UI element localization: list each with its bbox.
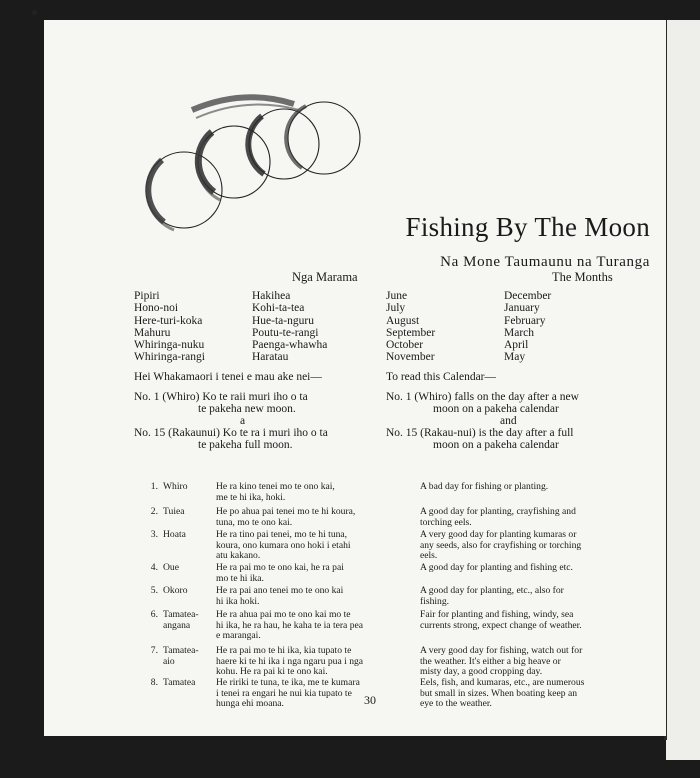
month-english: February	[504, 314, 546, 327]
month-english: October	[386, 339, 424, 352]
intro-english-and: and	[500, 415, 517, 427]
day-number: 8.	[150, 677, 158, 688]
page-title: Fishing By The Moon	[405, 212, 650, 242]
day-number: 4.	[150, 562, 158, 573]
day-english-text: A good day for planting, etc., also for fishing.	[420, 585, 564, 607]
scan-mark	[32, 10, 37, 15]
moon-circle-3	[248, 109, 319, 179]
day-maori-text: He ra pai mo te ono kai, he ra pai mo te hi ika.	[216, 562, 344, 584]
day-english-text: A very good day for planting kumaras or any seeds, also for crayfishing or torching eels.	[420, 529, 582, 562]
intro-maori-no1-line2: te pakeha new moon.	[198, 403, 296, 415]
months-english-col2	[504, 290, 551, 364]
day-name: Whiro	[163, 481, 188, 492]
page	[44, 20, 666, 736]
day-english-text: A very good day for fishing, watch out for the weather. It's either a big heave or misty day, a good cropping day.	[420, 645, 583, 678]
facing-page-edge	[666, 20, 700, 760]
day-maori-text: He ririki te tuna, te ika, me te kumara i tenei ra engari he nui kia tupato te hunga ehi moana.	[216, 677, 360, 710]
intro-english-heading: To read this Calendar—	[386, 371, 497, 383]
month-english: March	[504, 326, 535, 339]
month-english: August	[386, 314, 420, 327]
page-number: 30	[364, 693, 376, 707]
month-english: June	[386, 290, 408, 302]
month-english: May	[504, 351, 526, 364]
month-english: September	[386, 326, 436, 339]
page-subtitle: Na Mone Taumaunu na Turanga	[440, 254, 650, 270]
months-maori-col1	[134, 290, 205, 364]
month-english: April	[504, 339, 529, 352]
month-maori: Pipiri	[134, 290, 160, 302]
day-number: 6.	[150, 609, 158, 620]
months-english-col1	[386, 290, 435, 364]
day-maori-text: He ra pai ano tenei mo te ono kai hi ika hoki.	[216, 585, 344, 607]
month-maori: Here-turi-koka	[134, 314, 203, 327]
month-maori: Whiringa-nuku	[134, 339, 205, 352]
month-english: December	[504, 290, 552, 302]
day-name: Tamatea- angana	[163, 609, 199, 631]
day-number: 2.	[150, 506, 158, 517]
day-maori-text: He ra kino tenei mo te ono kai, me te hi ika, hoki.	[216, 481, 335, 503]
day-english-text: A good day for planting and fishing etc.	[420, 562, 573, 573]
day-english-text: A good day for planting, crayfishing and torching eels.	[420, 506, 576, 528]
month-maori: Hakihea	[252, 290, 291, 302]
day-name: Tuiea	[163, 506, 185, 517]
intro-english-no1-line2: moon on a pakeha calendar	[433, 403, 559, 415]
months-header-english: The Months	[552, 270, 613, 284]
intro-maori-no1-line1: No. 1 (Whiro) Ko te raii muri iho o ta	[134, 391, 308, 403]
day-maori-text: He ra ahua pai mo te ono kai mo te hi ika, he ra hau, he kaha te ia tera pea e marangai.	[216, 609, 364, 642]
month-maori: Kohi-ta-tea	[252, 302, 305, 315]
intro-maori-heading: Hei Whakamaori i tenei e mau ake nei—	[134, 371, 322, 383]
months-header-maori: Nga Marama	[292, 270, 358, 284]
day-english-text: A bad day for fishing or planting.	[420, 481, 549, 492]
day-english-text: Eels, fish, and kumaras, etc., are numerous but small in sizes. When boating keep an eye to the weather.	[420, 677, 585, 710]
day-maori-text: He po ahua pai tenei mo te hi koura, tuna, mo te ono kai.	[216, 506, 356, 528]
moon-circle-2	[197, 126, 270, 200]
intro-maori-no15-line2: te pakeha full moon.	[198, 439, 293, 451]
day-maori-text: He ra pai mo te hi ika, kia tupato te haere ki te hi ika i nga ngaru pua i nga kohu. He ra pai ki te ono kai.	[216, 645, 364, 678]
day-number: 5.	[150, 585, 158, 596]
month-maori: Hono-noi	[134, 302, 179, 315]
day-number: 1.	[150, 481, 158, 492]
day-name: Oue	[163, 562, 179, 573]
moon-circle-4	[286, 102, 360, 174]
intro-maori-a: a	[240, 415, 246, 427]
intro-maori-no15-line1: No. 15 (Rakaunui) Ko te ra i muri iho o ta	[134, 427, 328, 439]
month-maori: Haratau	[252, 351, 289, 364]
day-name: Hoata	[163, 529, 186, 540]
month-maori: Poutu-te-rangi	[252, 326, 319, 339]
day-number: 3.	[150, 529, 158, 540]
intro-english-no15-line2: moon on a pakeha calendar	[433, 439, 559, 451]
month-maori: Paenga-whawha	[252, 339, 328, 352]
month-english: January	[504, 302, 540, 315]
month-maori: Whiringa-rangi	[134, 351, 205, 364]
month-maori: Hue-ta-nguru	[252, 314, 314, 327]
month-maori: Mahuru	[134, 326, 171, 339]
month-english: July	[386, 302, 406, 315]
intro-english-no15-line1: No. 15 (Rakau-nui) is the day after a full	[386, 427, 574, 439]
months-maori-col2	[252, 290, 327, 364]
intro-english-no1-line1: No. 1 (Whiro) falls on the day after a new	[386, 391, 579, 403]
day-name: Tamatea- aio	[163, 645, 199, 667]
day-number: 7.	[150, 645, 158, 656]
day-maori-text: He ra tino pai tenei, mo te hi tuna, koura, ono kumara ono hoki i etahi atu kakano.	[216, 529, 351, 562]
day-name: Okoro	[163, 585, 188, 596]
day-name: Tamatea	[163, 677, 196, 688]
day-english-text: Fair for planting and fishing, windy, sea currents strong, expect change of weather.	[420, 609, 582, 631]
month-english: November	[386, 351, 435, 364]
